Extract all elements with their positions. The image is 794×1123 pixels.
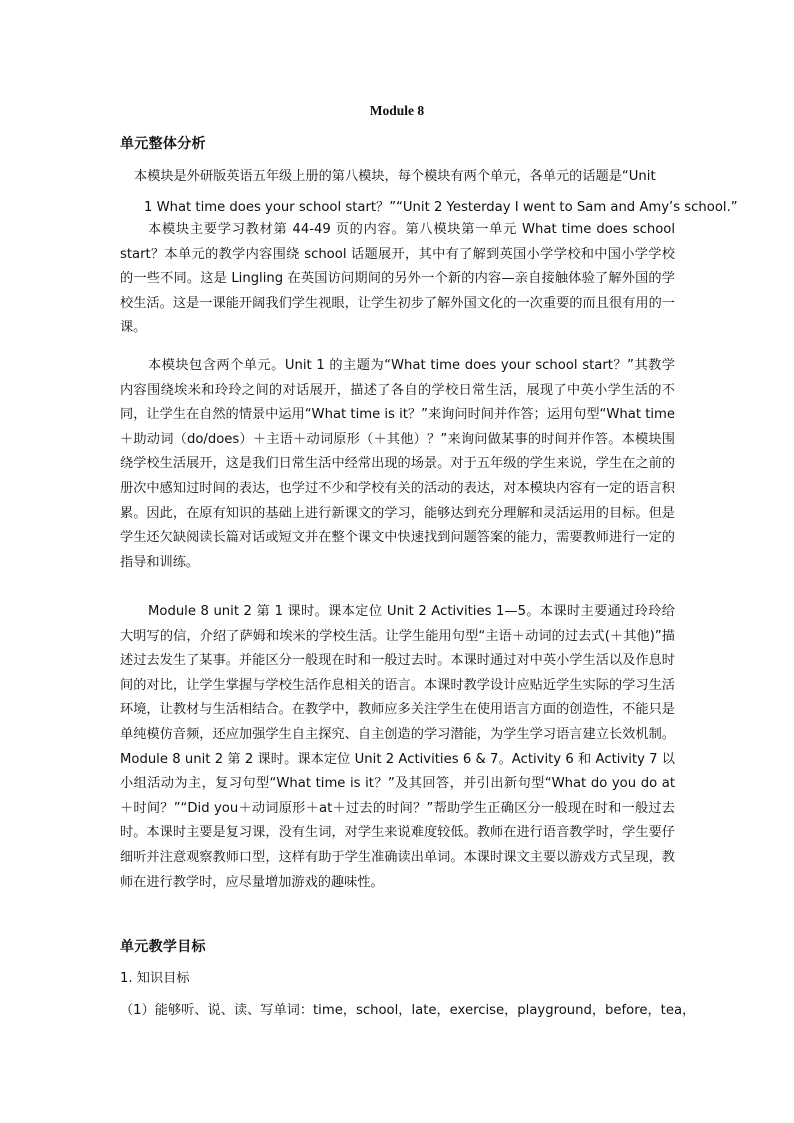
paragraph-2: 本模块包含两个单元。Unit 1 的主题为“What time does your school start？”其教学内容围绕埃米和玲玲之间的对话展开，描述了各自的学校日常生活，展现了中英小学生活的不同，让学生在自然的情景中运用“What time is it？”来询问时间并作答；运用句型“What time＋助动词（do/does）＋主语＋动词原形（＋其他）？”来询问做某事的时间并作答。本模块围绕学校生活展开，这是我们日常生活中经常出现的场景。对于五年级的学生来说，学生在之前的册次中感知过时间的表达，也学过不少和学校有关的活动的表达，对本模块内容有一定的语言积累。因此，在原有知识的基础上进行新课文的学习，能够达到充分理解和灵活运用的目标。但是学生还欠缺阅读长篇对话或短文并在整个课文中快速找到问题答案的能力，需要教师进行一定的指导和训练。 (120, 358, 675, 570)
paragraph-3: Module 8 unit 2 第 1 课时。课本定位 Unit 2 Activities 1—5。本课时主要通过玲玲给大明写的信，介绍了萨姆和埃米的学校生活。让学生能用句型“主语＋动词的过去式(＋其他)”描述过去发生了某事。并能区分一般现在时和一般过去时。本课时通过对中英小学生活以及作息时间的对比，让学生掌握与学校生活作息相关的语言。本课时教学设计应贴近学生实际的学习生活环境，让教材与生活相结合。在教学中，教师应多关注学生在使用语言方面的创造性，不能只是单纯模仿音频，还应加强学生自主探究、自主创造的学习潜能，为学生学习语言建立长效机制。Module 8 unit 2 第 2 课时。课本定位 Unit 2 Activities 6 & 7。Activity 6 和 Activity 7 以小组活动为主，复习句型“What time is it？”及其回答，并引出新句型“What do you do at＋时间？”“Did you＋动词原形＋at＋过去的时间？”帮助学生正确区分一般现在时和一般过去时。本课时主要是复习课，没有生词，对学生来说难度较低。教师在进行语音教学时，学生要仔细听并注意观察教师口型，这样有助于学生准确读出单词。本课时课文主要以游戏方式呈现，教师在进行教学时，应尽量增加游戏的趣味性。 (120, 604, 675, 890)
goal-knowledge: 1. 知识目标 (120, 971, 190, 986)
section-heading-analysis: 单元整体分析 (120, 136, 206, 152)
document-title: Module 8 (369, 103, 425, 118)
intro-line-1: 本模块是外研版英语五年级上册的第八模块，每个模块有两个单元，各单元的话题是“Unit (134, 169, 656, 184)
section-heading-goals: 单元教学目标 (120, 939, 206, 955)
goal-knowledge-item-1: （1）能够听、说、读、写单词：time，school，late，exercise，playground，before，tea， (120, 1003, 696, 1018)
paragraph-1: 本模块主要学习教材第 44-49 页的内容。第八模块第一单元 What time does school start？本单元的教学内容围绕 school 话题展开，其中有了解到英国小学学校和中国小学学校的一些不同。这是 Lingling 在英国访问期间的另外一个新的内容—亲自接触体验了解外国的学校生活。这是一课能开阔我们学生视眼，让学生初步了解外国文化的一次重要的而且很有用的一课。 (120, 222, 675, 336)
intro-line-2: 1 What time does your school start？”“Unit 2 Yesterday I went to Sam and Amy’s school.” (144, 200, 738, 215)
